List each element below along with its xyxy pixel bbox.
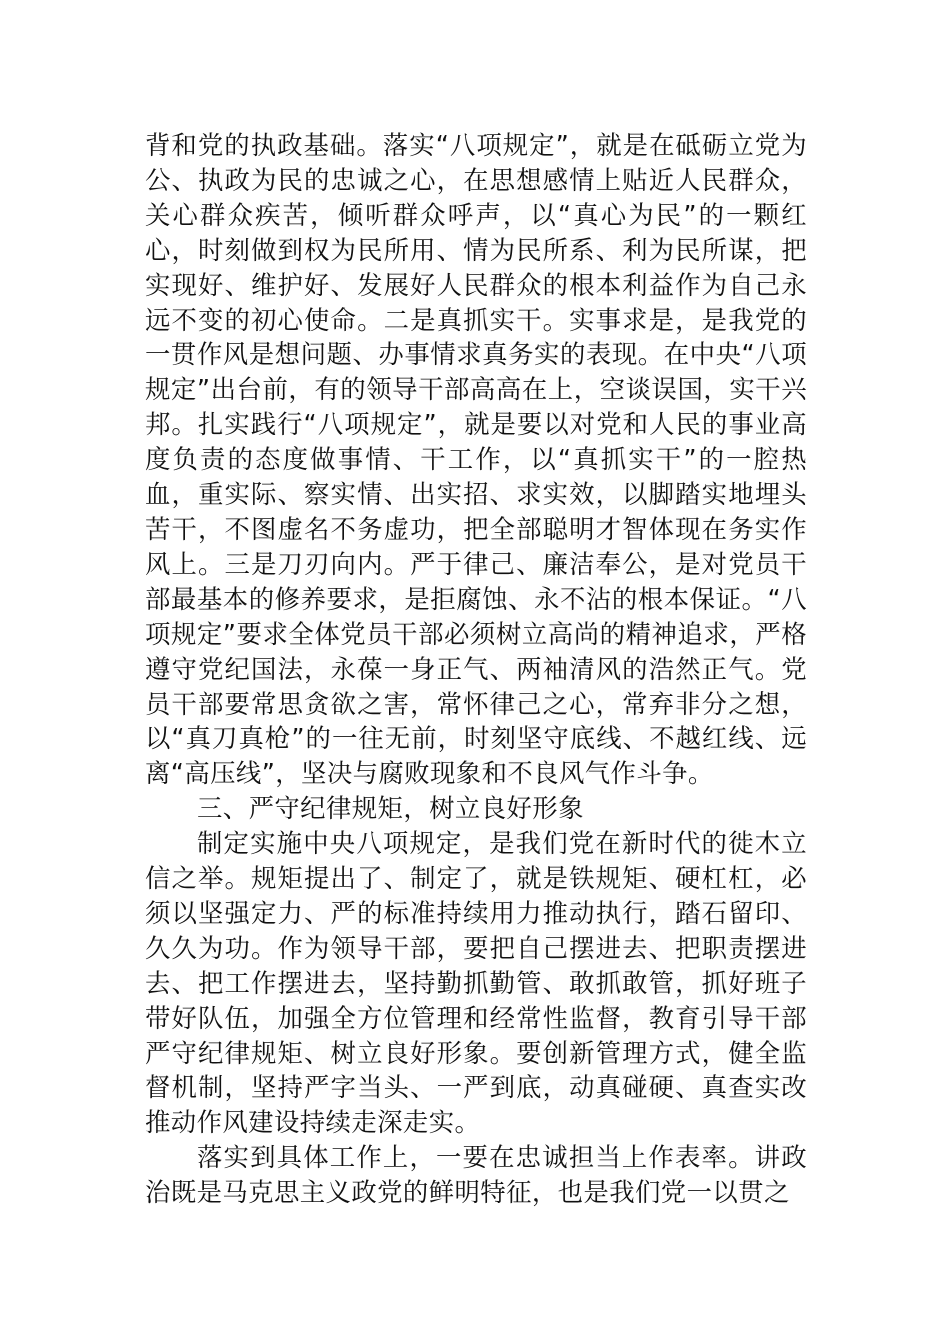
paragraph-implementation: 落实到具体工作上，一要在忠诚担当上作表率。讲政治既是马克思主义政党的鲜明特征，也是我们党一以贯之	[145, 1142, 807, 1208]
paragraph-continuation: 背和党的执政基础。落实“八项规定”，就是在砥砺立党为公、执政为民的忠诚之心，在思想感情上贴近人民群众，关心群众疾苦，倾听群众呼声，以“真心为民”的一颗红心，时刻做到权为民所用、情为民所系、利为民所谋，把实现好、维护好、发展好人民群众的根本利益作为自己永远不变的初心使命。二是真抓实干。实事求是，是我党的一贯作风是想问题、办事情求真务实的表现。在中央“八项规定”出台前，有的领导干部高高在上，空谈误国，实干兴邦。扎实践行“八项规定”，就是要以对党和人民的事业高度负责的态度做事情、干工作，以“真抓实干”的一腔热血，重实际、察实情、出实招、求实效，以脚踏实地埋头苦干，不图虚名不务虚功，把全部聪明才智体现在务实作风上。三是刀刃向内。严于律己、廉洁奉公，是对党员干部最基本的修养要求，是拒腐蚀、永不沾的根本保证。“八项规定”要求全体党员干部必须树立高尚的精神追求，严格遵守党纪国法，永葆一身正气、两袖清风的浩然正气。党员干部要常思贪欲之害，常怀律己之心，常弃非分之想，以“真刀真枪”的一往无前，时刻坚守底线、不越红线、远离“高压线”，坚决与腐败现象和不良风气作斗争。	[145, 130, 807, 789]
document-body	[145, 128, 807, 1210]
paragraph-section-three: 制定实施中央八项规定，是我们党在新时代的徙木立信之举。规矩提出了、制定了，就是铁规矩、硬杠杠，必须以坚强定力、严的标准持续用力推动执行，踏石留印、久久为功。作为领导干部，要把自己摆进去、把职责摆进去、把工作摆进去，坚持勤抓勤管、敢抓敢管，抓好班子带好队伍，加强全方位管理和经常性监督，教育引导干部严守纪律规矩、树立良好形象。要创新管理方式，健全监督机制，坚持严字当头、一严到底，动真碰硬、真查实改推动作风建设持续走深走实。	[145, 828, 807, 1138]
section-heading: 三、严守纪律规矩，树立良好形象	[197, 793, 584, 824]
